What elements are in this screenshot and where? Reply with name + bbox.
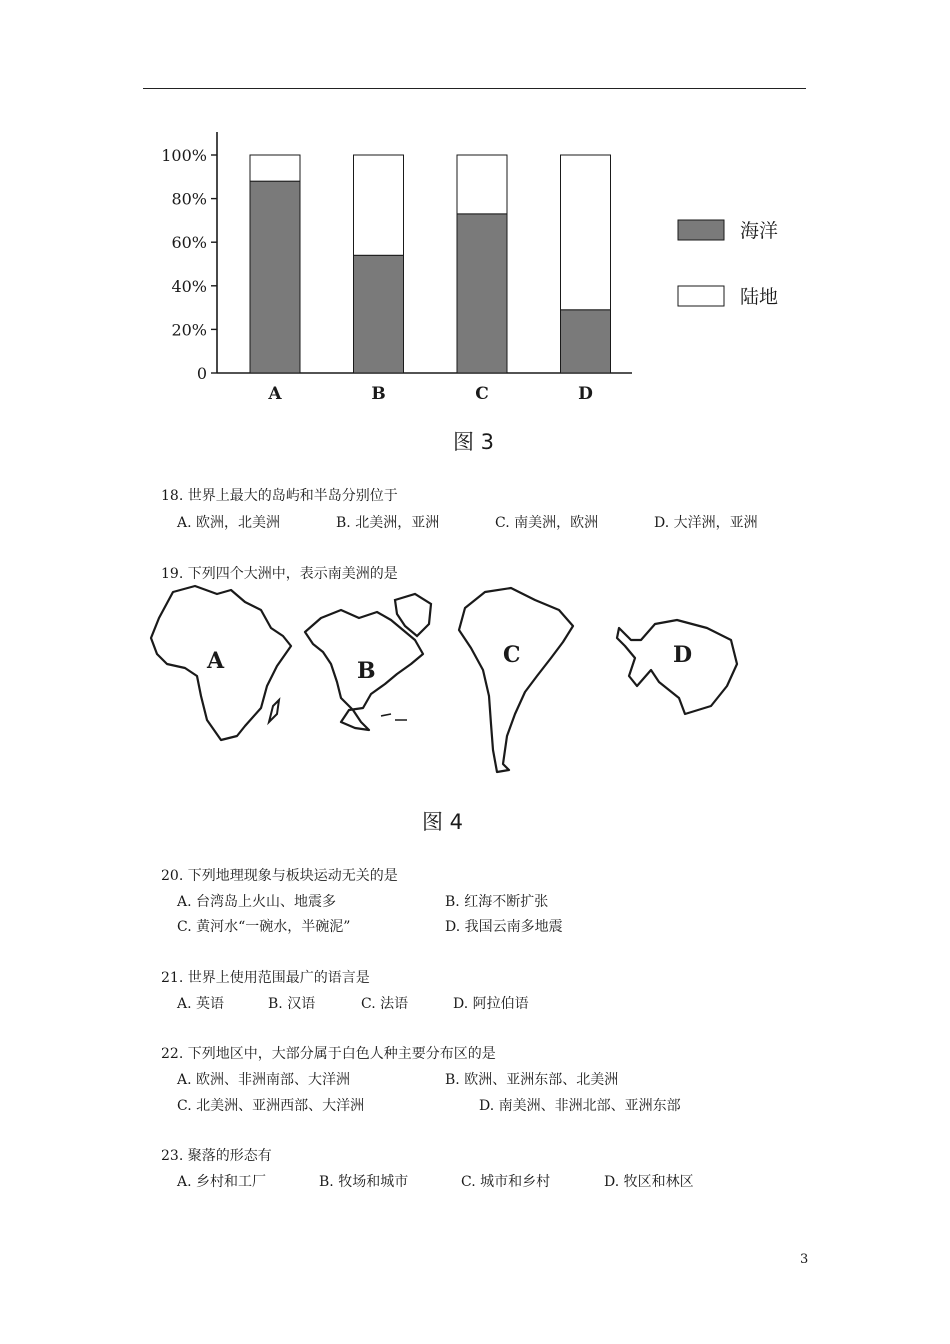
figure-3-chart [140,120,820,460]
q23-option-d: D. 牧区和林区 [604,1174,694,1190]
continent-label-b: B [357,658,376,684]
q21-option-c: C. 法语 [361,996,409,1012]
question-20: 20. 下列地理现象与板块运动无关的是 [161,868,398,884]
question-19: 19. 下列四个大洲中，表示南美洲的是 [161,566,398,582]
south-america-outline-icon [459,588,573,772]
q22-option-d: D. 南美洲、非洲北部、亚洲东部 [479,1098,681,1114]
y-tick-label: 20% [171,320,207,340]
legend-label: 海洋 [740,220,779,242]
q23-option-b: B. 牧场和城市 [319,1174,409,1190]
figure-3-caption: 图 3 [453,430,495,454]
legend-label: 陆地 [740,286,779,308]
y-tick-label: 0 [196,364,207,383]
page-number: 3 [800,1252,809,1267]
bar-segment-ocean [561,310,611,373]
greenland-outline-icon [395,594,431,636]
continent-label-c: C [503,642,521,668]
bar-segment-ocean [457,214,507,373]
q18-option-b: B. 北美洲，亚洲 [336,515,440,531]
q22-option-a: A. 欧洲、非洲南部、大洋洲 [177,1072,351,1088]
bar-segment-land [250,155,300,181]
chart-legend [678,220,778,308]
q20-option-c: C. 黄河水“一碗水，半碗泥” [177,919,351,935]
continent-label-d: D [673,642,693,668]
q21-option-d: D. 阿拉伯语 [453,996,529,1012]
continent-label-a: A [207,648,225,674]
figure-4-caption: 图 4 [422,810,464,834]
x-tick-label: D [578,384,593,404]
x-tick-label: C [475,384,489,404]
bar-segment-ocean [354,255,404,373]
q18-option-a: A. 欧洲，北美洲 [177,515,281,531]
q18-option-d: D. 大洋洲，亚洲 [654,515,758,531]
q23-option-c: C. 城市和乡村 [461,1174,551,1190]
question-22: 22. 下列地区中，大部分属于白色人种主要分布区的是 [161,1046,496,1062]
question-21: 21. 世界上使用范围最广的语言是 [161,970,370,986]
y-tick-label: 80% [171,189,207,209]
header-rule [143,88,806,89]
bar-segment-land [354,155,404,255]
legend-swatch [678,220,724,240]
q20-option-b: B. 红海不断扩张 [445,894,549,910]
y-tick-label: 100% [161,146,207,165]
figure-4-maps [145,580,765,780]
x-tick-label: B [371,384,386,404]
madagascar-outline-icon [269,700,279,722]
question-23: 23. 聚落的形态有 [161,1148,272,1164]
q22-option-b: B. 欧洲、亚洲东部、北美洲 [445,1072,619,1088]
question-18: 18. 世界上最大的岛屿和半岛分别位于 [161,488,398,504]
bar-segment-land [457,155,507,214]
y-tick-label: 40% [171,276,207,296]
q20-option-d: D. 我国云南多地震 [445,919,563,935]
q22-option-c: C. 北美洲、亚洲西部、大洋洲 [177,1098,365,1114]
q20-option-a: A. 台湾岛上火山、地震多 [177,894,337,910]
q21-option-b: B. 汉语 [268,996,316,1012]
bar-segment-land [561,155,611,310]
caribbean-islands-icon [381,714,407,720]
x-tick-label: A [268,384,282,404]
q21-option-a: A. 英语 [177,996,225,1012]
chart-bars [250,155,611,373]
legend-swatch [678,286,724,306]
bar-segment-ocean [250,181,300,373]
q18-option-c: C. 南美洲，欧洲 [495,515,599,531]
y-tick-label: 60% [171,233,207,253]
q23-option-a: A. 乡村和工厂 [177,1174,267,1190]
